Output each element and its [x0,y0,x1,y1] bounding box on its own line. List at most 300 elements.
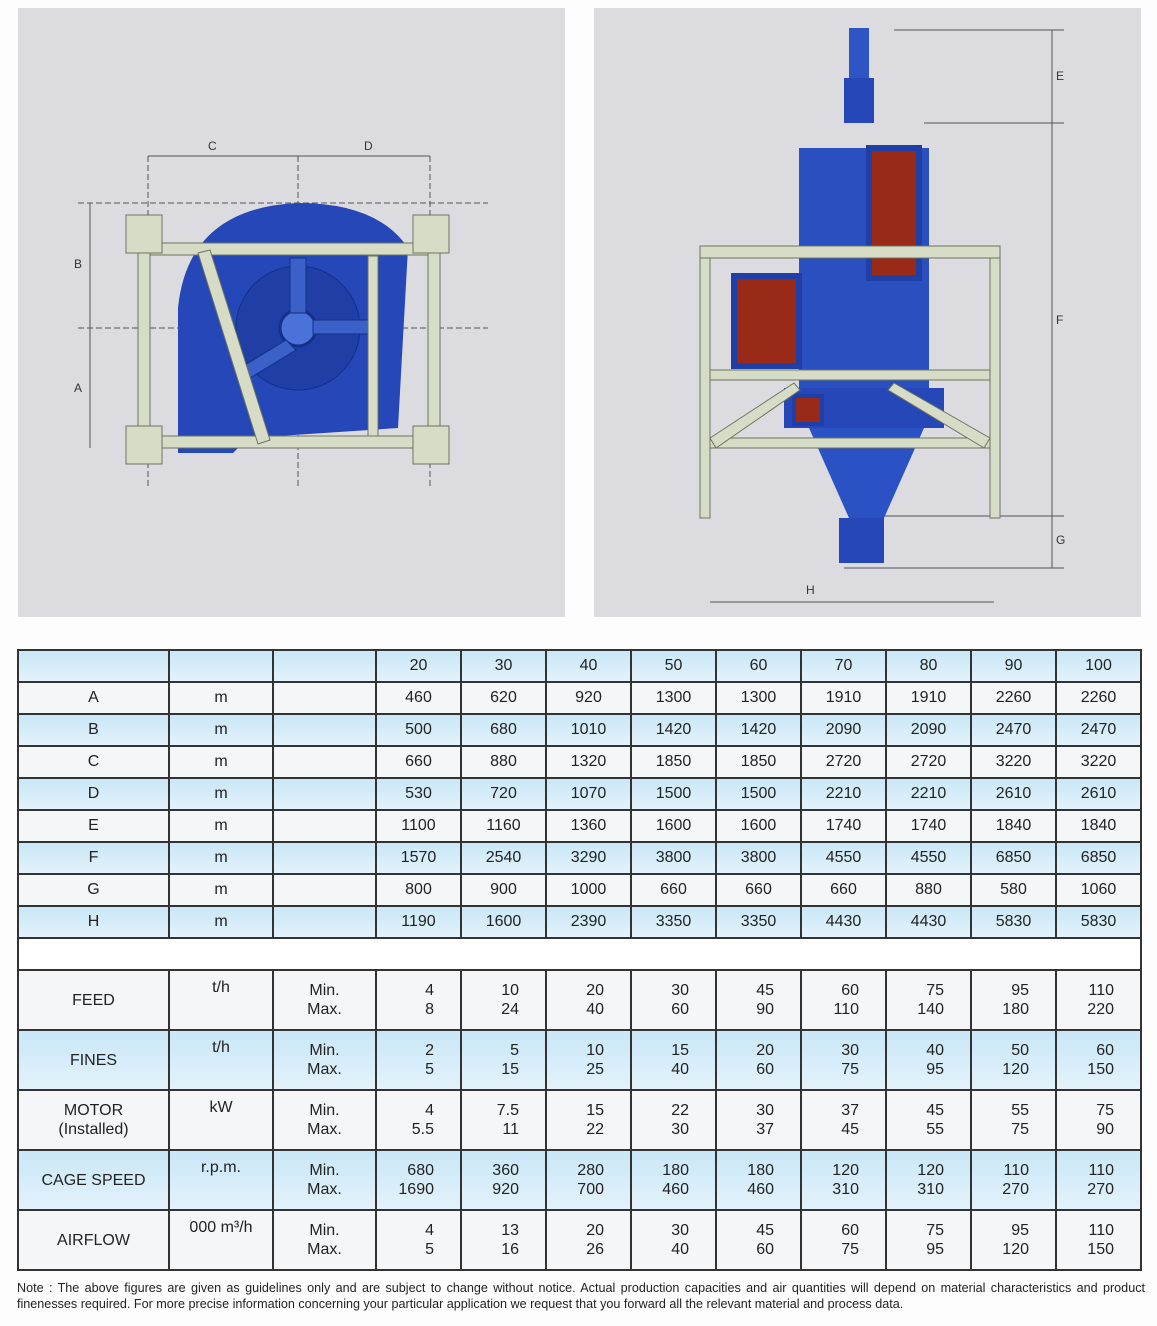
min-max-cell [461,970,546,1030]
min-max-cell [631,1210,716,1270]
min-value: 180 [747,1162,774,1179]
value-cell: 1000 [546,874,631,906]
min-value: 360 [492,1162,519,1179]
value-cell: 680 [461,714,546,746]
min-max-cell [716,1210,801,1270]
max-value: 270 [1087,1181,1114,1198]
max-value: 75 [841,1241,859,1258]
min-value: 40 [926,1042,944,1059]
max-value: 460 [747,1181,774,1198]
unit-cell: m [169,810,273,842]
size-header: 70 [801,650,886,682]
min-max-cell [886,970,971,1030]
max-value: 150 [1087,1241,1114,1258]
value-cell: 660 [716,874,801,906]
min-max-cell [716,1090,801,1150]
max-value: 24 [501,1001,519,1018]
value-cell: 2210 [801,778,886,810]
min-max-cell [546,1090,631,1150]
min-value: 75 [1096,1102,1114,1119]
value-cell: 2720 [801,746,886,778]
empty-header-cell [169,650,273,682]
dimension-label: E [18,810,169,842]
value-cell: 920 [546,682,631,714]
min-max-cell [971,1150,1056,1210]
unit-cell: t/h [169,970,273,1030]
value-cell: 660 [376,746,461,778]
size-header-row [18,650,1141,682]
min-max-cell [376,1030,461,1090]
min-value: 4 [425,1102,434,1119]
value-cell: 1190 [376,906,461,938]
min-value: 110 [1088,982,1114,999]
value-cell: 3800 [716,842,801,874]
max-value: 55 [926,1121,944,1138]
min-value: 45 [756,982,774,999]
value-cell: 1850 [716,746,801,778]
label-line: CAGE SPEED [41,1171,146,1189]
max-value: 60 [756,1241,774,1258]
min-max-cell [631,970,716,1030]
max-value: 60 [756,1061,774,1078]
min-value: 13 [501,1222,519,1239]
min-max-cell [461,1150,546,1210]
value-cell: 2210 [886,778,971,810]
min-max-cell [546,970,631,1030]
min-max-cell [716,1030,801,1090]
dimension-row [18,746,1141,778]
value-cell: 1840 [1056,810,1141,842]
value-cell: 1300 [716,682,801,714]
value-cell: 1100 [376,810,461,842]
unit-cell: m [169,906,273,938]
specifications-table [17,649,1142,1271]
value-cell: 1740 [886,810,971,842]
min-value: 45 [756,1222,774,1239]
value-cell: 3220 [971,746,1056,778]
min-value: 20 [756,1042,774,1059]
min-value: 4 [425,1222,434,1239]
max-value: 5 [425,1241,434,1258]
performance-row [18,1030,1141,1090]
value-cell: 1360 [546,810,631,842]
min-max-cell [886,1150,971,1210]
dim-label-h: H [806,583,815,597]
min-max-cell [801,970,886,1030]
max-value: 15 [501,1061,519,1078]
min-value: 22 [671,1102,689,1119]
max-value: 40 [671,1061,689,1078]
min-value: 37 [841,1102,859,1119]
dimension-row [18,810,1141,842]
value-cell: 720 [461,778,546,810]
dimension-row [18,778,1141,810]
value-cell: 2470 [1056,714,1141,746]
min-max-cell [461,1030,546,1090]
min-max-cell [1056,1090,1141,1150]
dimension-label: B [18,714,169,746]
max-value: 920 [492,1181,519,1198]
min-max-cell [801,1150,886,1210]
min-max-cell [971,970,1056,1030]
size-header: 30 [461,650,546,682]
dim-label-e: E [1056,69,1065,83]
min-max-cell [1056,1150,1141,1210]
value-cell: 5830 [971,906,1056,938]
value-cell: 2390 [546,906,631,938]
min-value: 95 [1011,1222,1029,1239]
min-max-cell [801,1210,886,1270]
value-cell: 2470 [971,714,1056,746]
value-cell: 2090 [886,714,971,746]
value-cell: 620 [461,682,546,714]
unit-cell: m [169,746,273,778]
value-cell: 4550 [801,842,886,874]
min-max-cell [971,1090,1056,1150]
min-value: 180 [662,1162,689,1179]
spacer-cell [18,938,1141,970]
dimension-label: F [18,842,169,874]
value-cell: 2260 [1056,682,1141,714]
value-cell: 1060 [1056,874,1141,906]
size-header: 40 [546,650,631,682]
min-value: 45 [926,1102,944,1119]
min-value: 7.5 [496,1102,519,1119]
min-max-cell [971,1210,1056,1270]
range-line: Min. [309,1102,340,1119]
max-value: 1690 [398,1181,434,1198]
min-max-cell [886,1210,971,1270]
min-value: 120 [832,1162,859,1179]
dimension-row [18,874,1141,906]
dimension-row [18,682,1141,714]
min-max-cell [1056,1210,1141,1270]
min-value: 20 [586,982,604,999]
unit-cell: m [169,682,273,714]
min-max-label [273,970,376,1030]
min-max-cell [1056,1030,1141,1090]
dimension-row [18,714,1141,746]
size-header: 50 [631,650,716,682]
min-value: 10 [501,982,519,999]
min-max-cell [631,1030,716,1090]
unit-cell: m [169,874,273,906]
min-max-cell [971,1030,1056,1090]
size-header: 20 [376,650,461,682]
dim-label-g: G [1056,533,1066,547]
value-cell: 660 [631,874,716,906]
value-cell: 2540 [461,842,546,874]
min-value: 30 [671,1222,689,1239]
dim-label-f: F [1056,313,1064,327]
value-cell: 1420 [631,714,716,746]
min-max-cell [716,970,801,1030]
size-header: 80 [886,650,971,682]
spacer-row [18,938,1141,970]
value-cell: 2090 [801,714,886,746]
performance-label [18,1150,169,1210]
max-value: 180 [1002,1001,1029,1018]
min-max-label [273,1210,376,1270]
label-line: (Installed) [58,1121,129,1138]
value-cell: 460 [376,682,461,714]
value-cell: 800 [376,874,461,906]
empty-header-cell [273,650,376,682]
min-max-cell [631,1150,716,1210]
min-value: 15 [671,1042,689,1059]
dim-label-a: A [74,381,83,395]
min-value: 110 [1088,1222,1114,1239]
performance-row [18,1150,1141,1210]
value-cell: 1420 [716,714,801,746]
range-line: Min. [309,1042,340,1059]
size-header: 90 [971,650,1056,682]
min-value: 60 [841,982,859,999]
max-value: 40 [586,1001,604,1018]
min-value: 4 [425,982,434,999]
min-max-cell [376,970,461,1030]
value-cell: 1300 [631,682,716,714]
value-cell: 530 [376,778,461,810]
value-cell: 2720 [886,746,971,778]
value-cell: 3800 [631,842,716,874]
min-value: 680 [407,1162,434,1179]
empty-cell [273,842,376,874]
max-value: 37 [756,1121,774,1138]
unit-cell: m [169,842,273,874]
performance-row [18,970,1141,1030]
performance-label [18,1090,169,1150]
value-cell: 1840 [971,810,1056,842]
max-value: 460 [662,1181,689,1198]
max-value: 150 [1087,1061,1114,1078]
min-max-cell [886,1090,971,1150]
empty-cell [273,810,376,842]
max-value: 95 [926,1061,944,1078]
max-value: 5.5 [411,1121,434,1138]
size-header: 100 [1056,650,1141,682]
min-value: 15 [586,1102,604,1119]
min-value: 75 [926,982,944,999]
dimension-label: D [18,778,169,810]
unit-cell: r.p.m. [169,1150,273,1210]
min-value: 20 [586,1222,604,1239]
label-line: MOTOR [63,1102,124,1119]
max-value: 5 [425,1061,434,1078]
min-max-cell [376,1150,461,1210]
performance-label [18,970,169,1030]
value-cell: 1320 [546,746,631,778]
empty-cell [273,778,376,810]
label-line: FINES [69,1051,118,1069]
dimension-label: H [18,906,169,938]
value-cell: 660 [801,874,886,906]
max-value: 220 [1087,1001,1114,1018]
dim-label-b: B [74,257,83,271]
empty-cell [273,714,376,746]
unit-cell: m [169,714,273,746]
value-cell: 4430 [801,906,886,938]
min-max-label [273,1150,376,1210]
min-max-cell [1056,970,1141,1030]
min-value: 55 [1011,1102,1029,1119]
max-value: 90 [756,1001,774,1018]
min-value: 110 [1088,1162,1114,1179]
value-cell: 5830 [1056,906,1141,938]
label-line: FEED [72,991,115,1009]
value-cell: 2610 [971,778,1056,810]
range-line: Max. [307,1181,342,1198]
dim-label-d: D [364,139,373,153]
value-cell: 1160 [461,810,546,842]
value-cell: 880 [461,746,546,778]
performance-row [18,1210,1141,1270]
min-value: 280 [577,1162,604,1179]
value-cell: 3290 [546,842,631,874]
plan-view-drawing [18,8,565,617]
empty-cell [273,874,376,906]
max-value: 120 [1002,1241,1029,1258]
performance-row [18,1090,1141,1150]
value-cell: 4430 [886,906,971,938]
max-value: 16 [501,1241,519,1258]
min-max-label [273,1090,376,1150]
max-value: 120 [1002,1061,1029,1078]
dimension-label: A [18,682,169,714]
value-cell: 1600 [631,810,716,842]
min-value: 50 [1011,1042,1029,1059]
value-cell: 1010 [546,714,631,746]
dimension-row [18,906,1141,938]
max-value: 310 [832,1181,859,1198]
value-cell: 4550 [886,842,971,874]
range-line: Max. [307,1001,342,1018]
min-value: 10 [586,1042,604,1059]
range-line: Min. [309,982,340,999]
value-cell: 2260 [971,682,1056,714]
value-cell: 1910 [886,682,971,714]
value-cell: 1910 [801,682,886,714]
max-value: 90 [1096,1121,1114,1138]
size-header: 60 [716,650,801,682]
value-cell: 3220 [1056,746,1141,778]
range-line: Max. [307,1241,342,1258]
min-value: 120 [917,1162,944,1179]
min-max-cell [801,1090,886,1150]
min-max-cell [376,1210,461,1270]
value-cell: 1570 [376,842,461,874]
min-max-cell [801,1030,886,1090]
range-line: Max. [307,1121,342,1138]
value-cell: 3350 [631,906,716,938]
dimension-row [18,842,1141,874]
min-value: 30 [756,1102,774,1119]
range-line: Min. [309,1162,340,1179]
max-value: 45 [841,1121,859,1138]
max-value: 700 [577,1181,604,1198]
performance-label [18,1210,169,1270]
min-value: 30 [671,982,689,999]
performance-label [18,1030,169,1090]
min-max-cell [461,1090,546,1150]
value-cell: 880 [886,874,971,906]
min-max-cell [461,1210,546,1270]
value-cell: 1850 [631,746,716,778]
min-value: 30 [841,1042,859,1059]
min-max-cell [716,1150,801,1210]
min-value: 2 [425,1042,434,1059]
min-value: 75 [926,1222,944,1239]
unit-cell: kW [169,1090,273,1150]
value-cell: 900 [461,874,546,906]
value-cell: 3350 [716,906,801,938]
max-value: 60 [671,1001,689,1018]
max-value: 22 [586,1121,604,1138]
min-max-cell [546,1150,631,1210]
max-value: 140 [917,1001,944,1018]
value-cell: 500 [376,714,461,746]
empty-cell [273,746,376,778]
max-value: 25 [586,1061,604,1078]
max-value: 40 [671,1241,689,1258]
min-value: 60 [1096,1042,1114,1059]
min-max-label [273,1030,376,1090]
value-cell: 1500 [631,778,716,810]
min-value: 5 [510,1042,519,1059]
value-cell: 1500 [716,778,801,810]
max-value: 95 [926,1241,944,1258]
min-max-cell [631,1090,716,1150]
max-value: 75 [841,1061,859,1078]
empty-header-cell [18,650,169,682]
max-value: 310 [917,1181,944,1198]
max-value: 270 [1002,1181,1029,1198]
max-value: 26 [586,1241,604,1258]
empty-cell [273,906,376,938]
max-value: 8 [425,1001,434,1018]
range-line: Min. [309,1222,340,1239]
min-max-cell [546,1030,631,1090]
min-max-cell [886,1030,971,1090]
min-value: 60 [841,1222,859,1239]
max-value: 30 [671,1121,689,1138]
value-cell: 6850 [971,842,1056,874]
dimension-label: G [18,874,169,906]
value-cell: 1600 [716,810,801,842]
note-text: Note : The above figures are given as guidelines only and are subject to change without notice. Actual production capacities and air quantities will depend on material characteristics and product finenesses required. For more precise information concerning your particular application we request that you forward all the relevant material and process data. [17,1281,1145,1311]
empty-cell [273,682,376,714]
value-cell: 580 [971,874,1056,906]
unit-cell: t/h [169,1030,273,1090]
max-value: 75 [1011,1121,1029,1138]
range-line: Max. [307,1061,342,1078]
min-value: 110 [1003,1162,1029,1179]
value-cell: 2610 [1056,778,1141,810]
value-cell: 6850 [1056,842,1141,874]
value-cell: 1740 [801,810,886,842]
min-value: 95 [1011,982,1029,999]
dim-label-c: C [208,139,217,153]
max-value: 11 [502,1121,519,1138]
unit-cell: 000 m³/h [169,1210,273,1270]
value-cell: 1070 [546,778,631,810]
min-max-cell [376,1090,461,1150]
dimension-label: C [18,746,169,778]
side-view-drawing [594,8,1141,617]
min-max-cell [546,1210,631,1270]
label-line: AIRFLOW [57,1231,130,1249]
max-value: 110 [833,1001,859,1018]
